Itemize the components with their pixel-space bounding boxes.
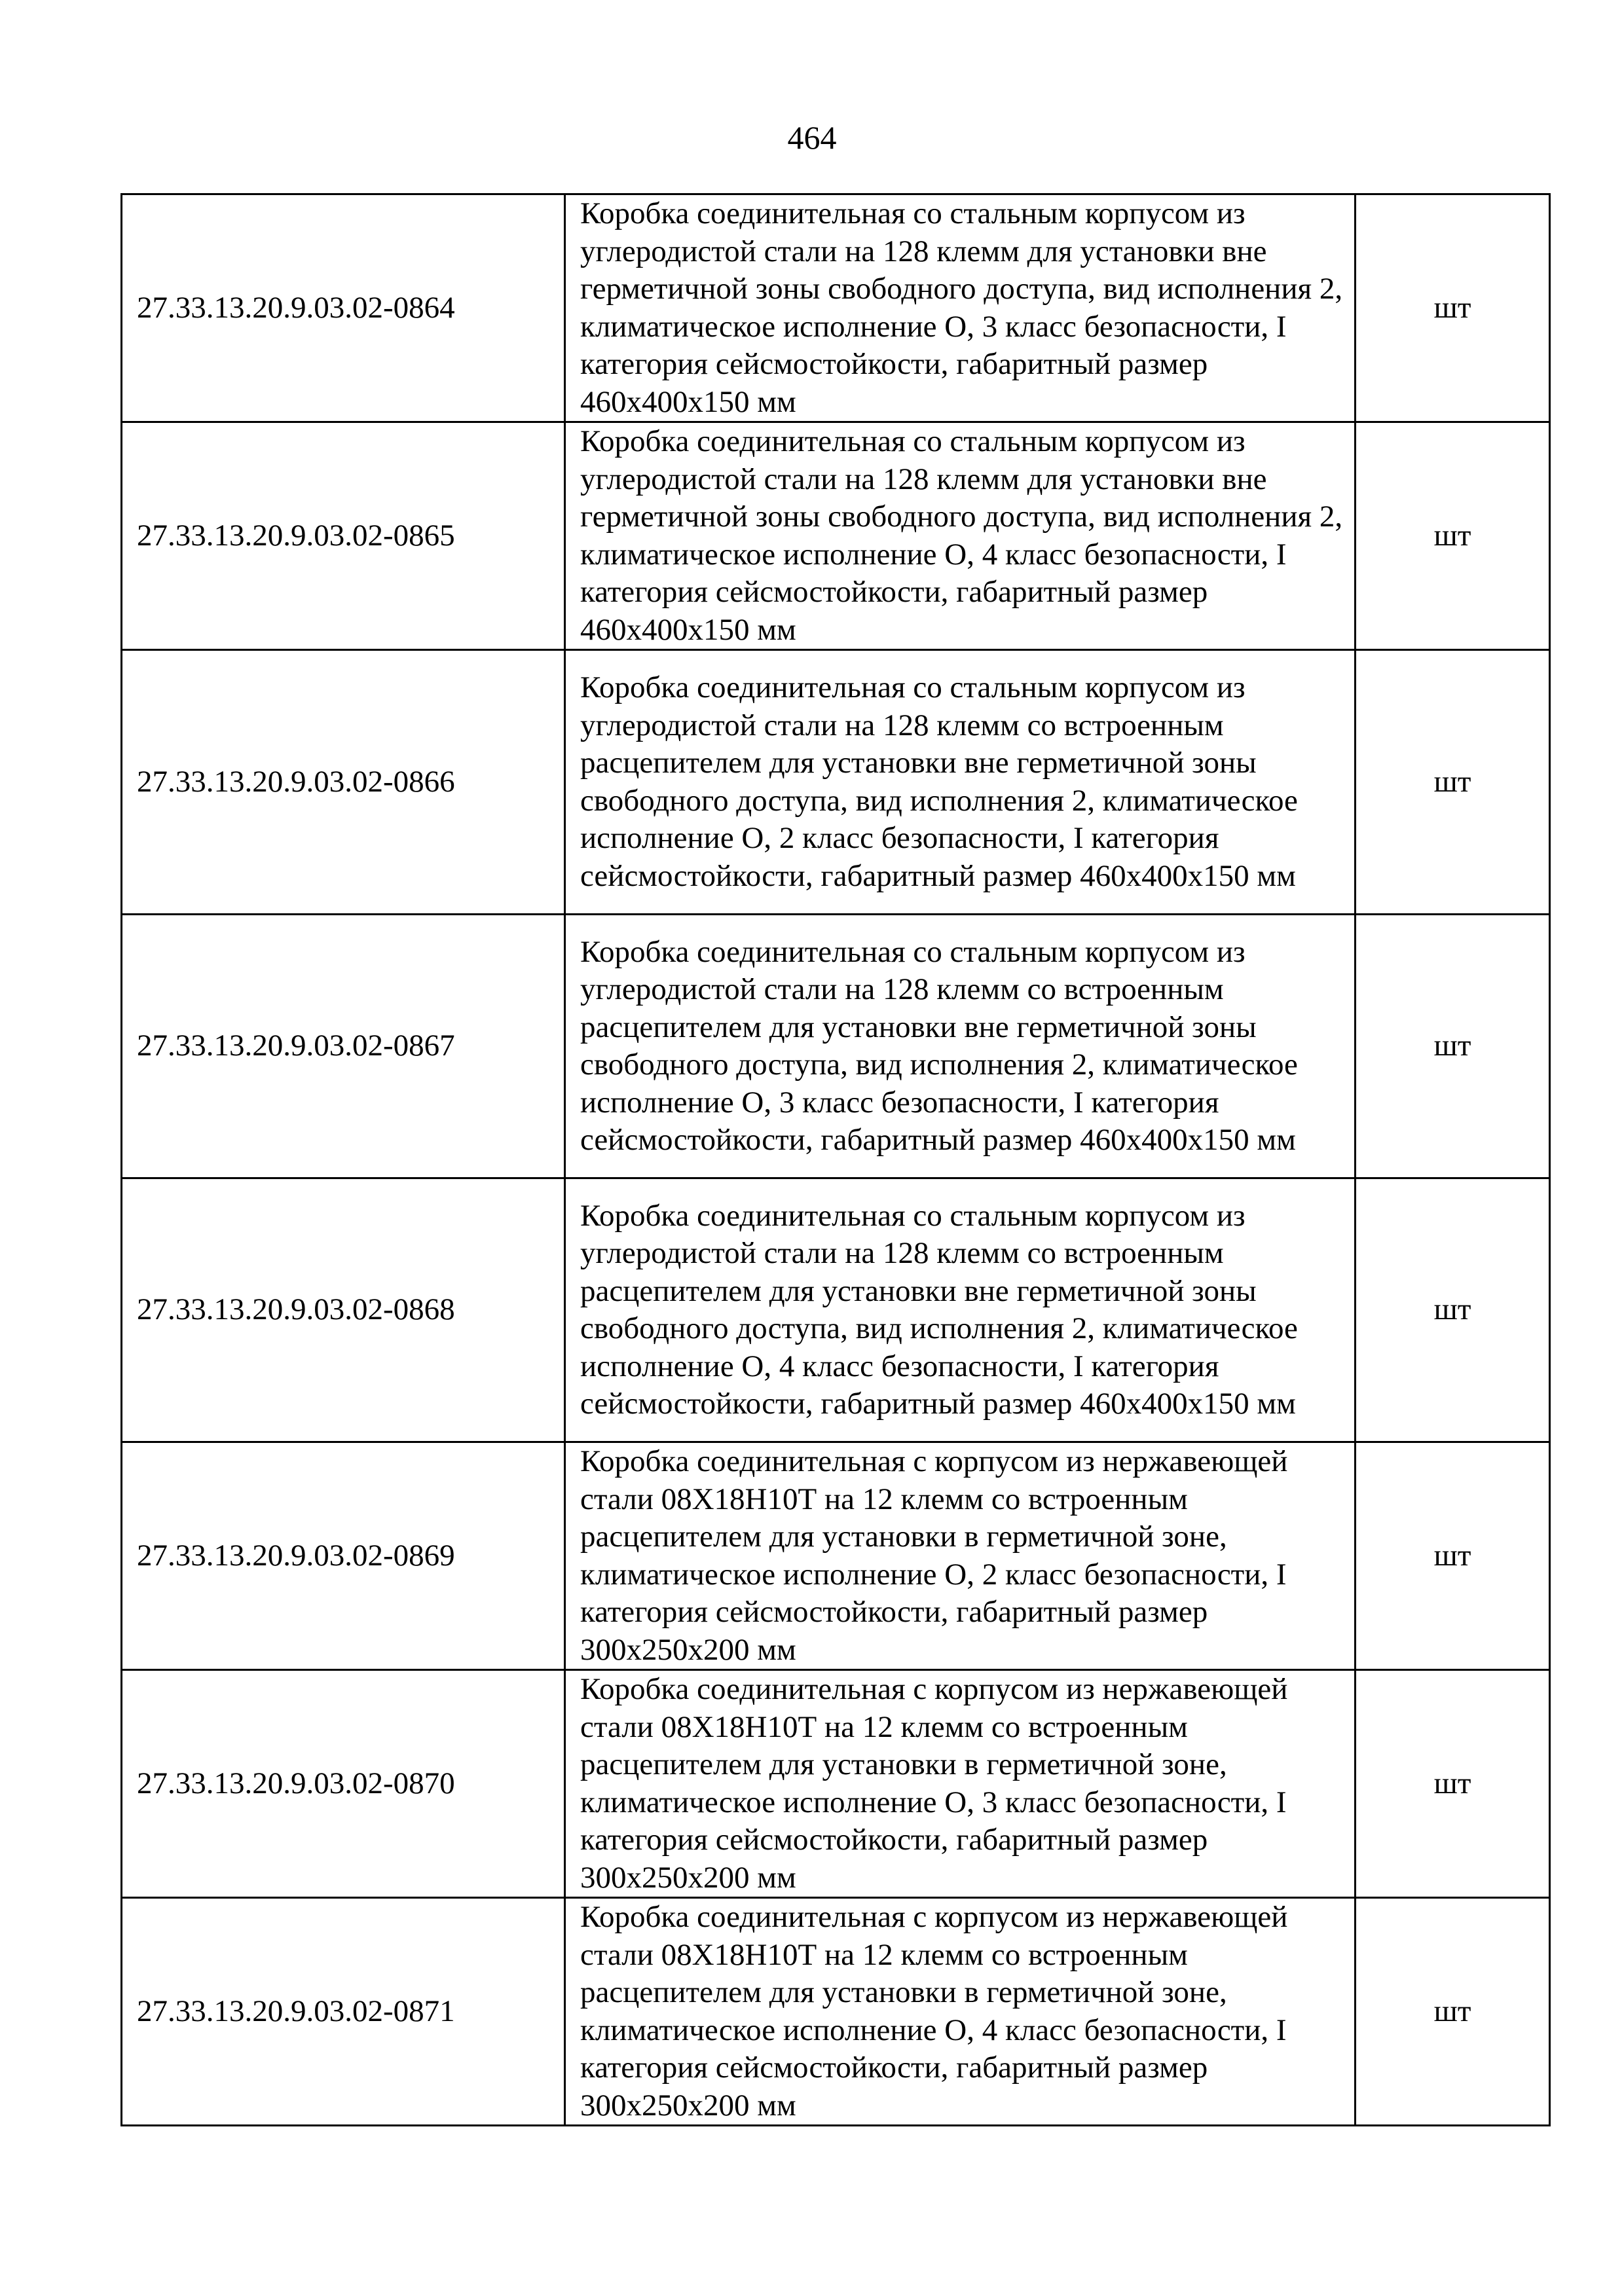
unit-cell: шт: [1356, 1178, 1550, 1442]
unit-cell: шт: [1356, 1442, 1550, 1670]
table-row: [122, 650, 1550, 915]
table-row: [122, 915, 1550, 1178]
table-row: [122, 1442, 1550, 1670]
description-cell: Коробка соединительная со стальным корпусом из углеродистой стали на 128 клемм со встроенным расцепителем для установки вне герметичной зоны свободного доступа, вид исполнения 2, климатическое исполнение О, 4 класс безопасности, I категория сейсмостойкости, габаритный размер 460х400х150 мм: [565, 1178, 1356, 1442]
description-cell: Коробка соединительная со стальным корпусом из углеродистой стали на 128 клемм для установки вне герметичной зоны свободного доступа, вид исполнения 2, климатическое исполнение О, 3 класс безопасности, I категория сейсмостойкости, габаритный размер 460х400х150 мм: [565, 194, 1356, 422]
code-cell: 27.33.13.20.9.03.02-0868: [122, 1178, 565, 1442]
resource-table: [120, 193, 1551, 2126]
unit-cell: шт: [1356, 1898, 1550, 2126]
code-cell: 27.33.13.20.9.03.02-0865: [122, 422, 565, 650]
table-row: [122, 194, 1550, 422]
unit-cell: шт: [1356, 422, 1550, 650]
table-row: [122, 422, 1550, 650]
code-cell: 27.33.13.20.9.03.02-0871: [122, 1898, 565, 2126]
description-cell: Коробка соединительная со стальным корпусом из углеродистой стали на 128 клемм со встроенным расцепителем для установки вне герметичной зоны свободного доступа, вид исполнения 2, климатическое исполнение О, 2 класс безопасности, I категория сейсмостойкости, габаритный размер 460х400х150 мм: [565, 650, 1356, 915]
unit-cell: шт: [1356, 650, 1550, 915]
description-cell: Коробка соединительная с корпусом из нержавеющей стали 08Х18Н10Т на 12 клемм со встроенным расцепителем для установки в герметичной зоне, климатическое исполнение О, 4 класс безопасности, I категория сейсмостойкости, габаритный размер 300х250х200 мм: [565, 1898, 1356, 2126]
code-cell: 27.33.13.20.9.03.02-0870: [122, 1670, 565, 1898]
description-cell: Коробка соединительная с корпусом из нержавеющей стали 08Х18Н10Т на 12 клемм со встроенным расцепителем для установки в герметичной зоне, климатическое исполнение О, 3 класс безопасности, I категория сейсмостойкости, габаритный размер 300х250х200 мм: [565, 1670, 1356, 1898]
code-cell: 27.33.13.20.9.03.02-0869: [122, 1442, 565, 1670]
unit-cell: шт: [1356, 1670, 1550, 1898]
code-cell: 27.33.13.20.9.03.02-0867: [122, 915, 565, 1178]
description-cell: Коробка соединительная со стальным корпусом из углеродистой стали на 128 клемм со встроенным расцепителем для установки вне герметичной зоны свободного доступа, вид исполнения 2, климатическое исполнение О, 3 класс безопасности, I категория сейсмостойкости, габаритный размер 460х400х150 мм: [565, 915, 1356, 1178]
table-row: [122, 1898, 1550, 2126]
code-cell: 27.33.13.20.9.03.02-0864: [122, 194, 565, 422]
unit-cell: шт: [1356, 915, 1550, 1178]
description-cell: Коробка соединительная со стальным корпусом из углеродистой стали на 128 клемм для установки вне герметичной зоны свободного доступа, вид исполнения 2, климатическое исполнение О, 4 класс безопасности, I категория сейсмостойкости, габаритный размер 460х400х150 мм: [565, 422, 1356, 650]
table-row: [122, 1178, 1550, 1442]
unit-cell: шт: [1356, 194, 1550, 422]
description-cell: Коробка соединительная с корпусом из нержавеющей стали 08Х18Н10Т на 12 клемм со встроенным расцепителем для установки в герметичной зоне, климатическое исполнение О, 2 класс безопасности, I категория сейсмостойкости, габаритный размер 300х250х200 мм: [565, 1442, 1356, 1670]
page-number: 464: [787, 119, 837, 156]
code-cell: 27.33.13.20.9.03.02-0866: [122, 650, 565, 915]
table-row: [122, 1670, 1550, 1898]
